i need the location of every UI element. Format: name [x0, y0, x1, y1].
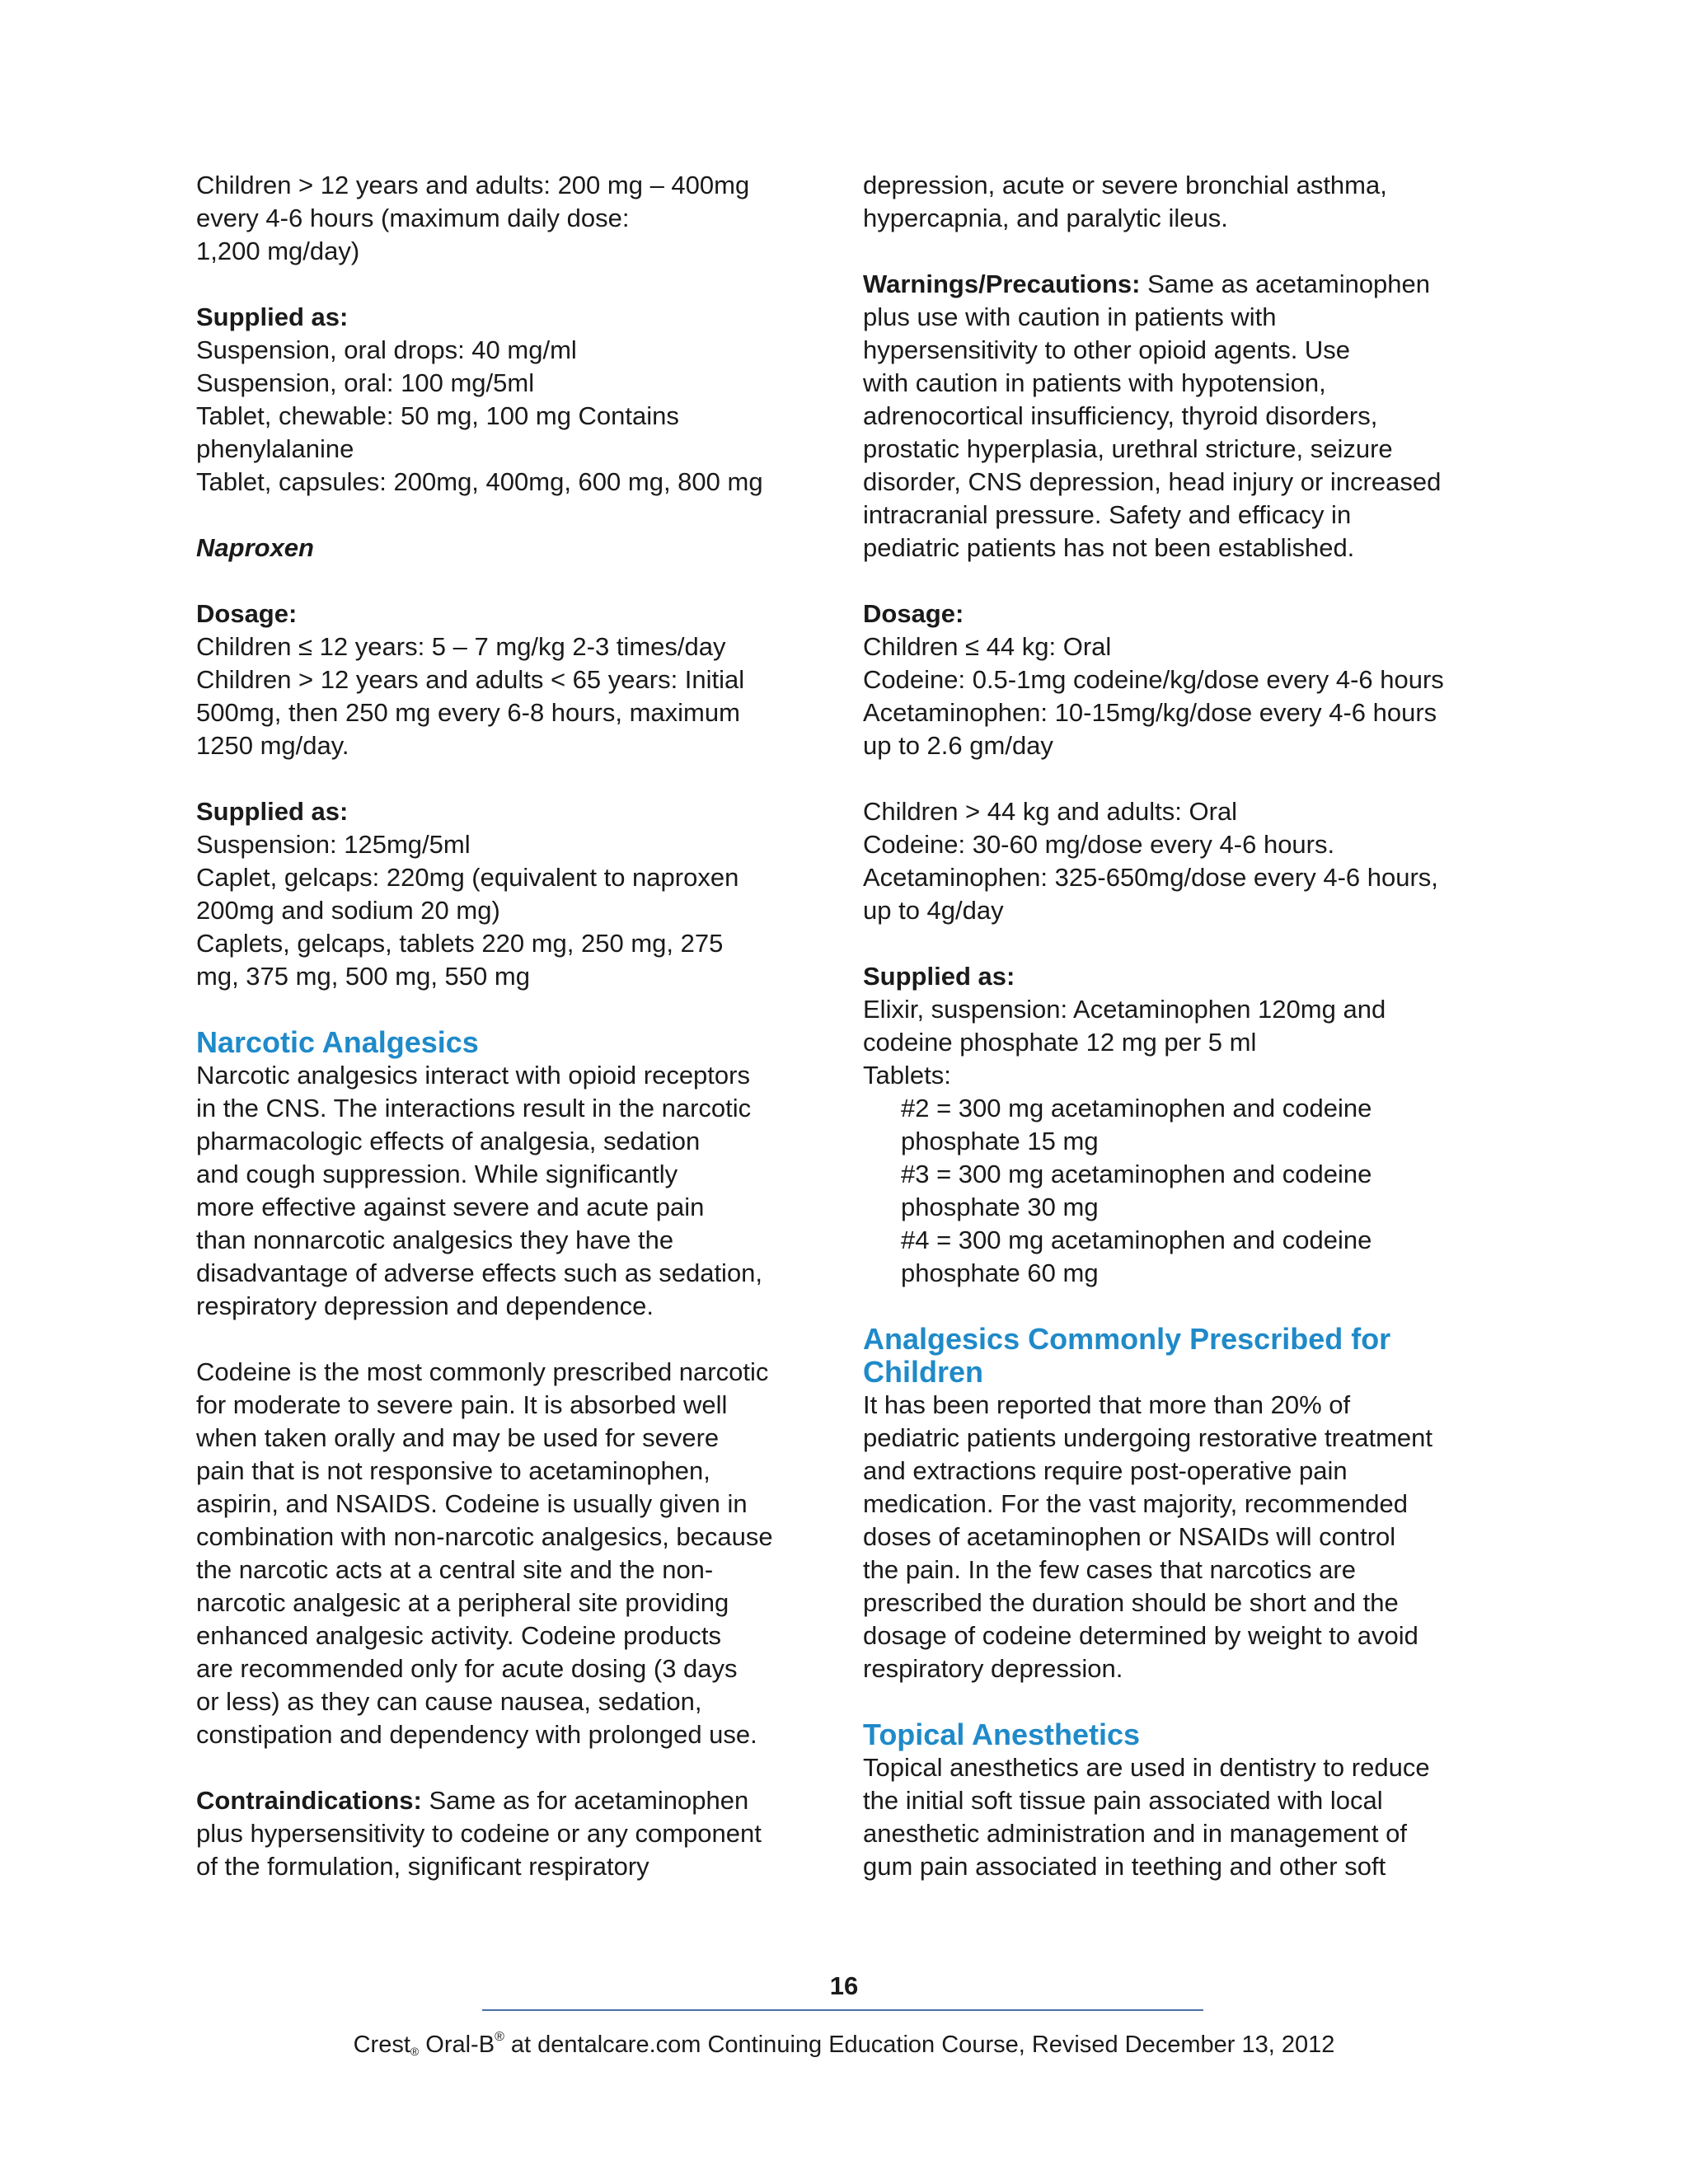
- text-line: than nonnarcotic analgesics they have the: [196, 1226, 674, 1254]
- text-line: plus use with caution in patients with: [863, 302, 1277, 331]
- warnings-paragraph: [863, 301, 1506, 565]
- text-line: phosphate 15 mg: [901, 1127, 1099, 1155]
- text-line: Topical anesthetics are used in dentistry to reduce: [863, 1753, 1430, 1782]
- text-line: Children ≤ 44 kg: Oral: [863, 632, 1112, 661]
- text-line: mg, 375 mg, 500 mg, 550 mg: [196, 962, 530, 991]
- text-line: Suspension, oral: 100 mg/5ml: [196, 368, 535, 397]
- text-line: or less) as they can cause nausea, sedation,: [196, 1687, 702, 1716]
- text-line: pediatric patients has not been established.: [863, 533, 1355, 562]
- text-line: the pain. In the few cases that narcotics are: [863, 1555, 1356, 1584]
- footer-brand-oralb: Oral-B: [419, 2032, 495, 2058]
- text-line: respiratory depression.: [863, 1654, 1123, 1683]
- text-line: in the CNS. The interactions result in the narcotic: [196, 1094, 752, 1122]
- text-line: #4 = 300 mg acetaminophen and codeine: [901, 1226, 1372, 1254]
- footer-registered-mark: ®: [410, 2045, 420, 2058]
- text-line: pharmacologic effects of analgesia, sedation: [196, 1127, 701, 1155]
- section-heading-topical-anesthetics: Topical Anesthetics: [863, 1718, 1141, 1751]
- text-line: doses of acetaminophen or NSAIDs will control: [863, 1522, 1396, 1551]
- text-line: It has been reported that more than 20% of: [863, 1390, 1351, 1419]
- text-line: up to 2.6 gm/day: [863, 731, 1053, 760]
- supplied-as-heading: Supplied as:: [196, 302, 349, 331]
- text-line: aspirin, and NSAIDS. Codeine is usually given in: [196, 1489, 748, 1518]
- text-line: narcotic analgesic at a peripheral site providing: [196, 1588, 729, 1617]
- text-line: intracranial pressure. Safety and efficacy in: [863, 500, 1352, 529]
- text-line: up to 4g/day: [863, 896, 1004, 925]
- naproxen-dosage: [196, 630, 839, 762]
- codeine-paragraph: [196, 1356, 839, 1751]
- section-heading-analgesics-children: [863, 1323, 1506, 1389]
- contraindications-paragraph: [196, 1817, 839, 1883]
- text-line: every 4-6 hours (maximum daily dose:: [196, 204, 630, 232]
- footer-course-text: at dentalcare.com Continuing Education Course, Revised December 13, 2012: [504, 2032, 1335, 2058]
- left-column: [196, 169, 839, 1883]
- right-column: [863, 169, 1506, 1883]
- footer-divider: [482, 2009, 1203, 2011]
- text-line: pain that is not responsive to acetaminophen,: [196, 1456, 710, 1485]
- children-paragraph: [863, 1389, 1506, 1685]
- footer-registered-mark: ®: [495, 2030, 504, 2044]
- text-line: Children: [863, 1355, 984, 1389]
- text-line: 500mg, then 250 mg every 6-8 hours, maximum: [196, 698, 740, 727]
- text-line: Caplets, gelcaps, tablets 220 mg, 250 mg, 275: [196, 929, 724, 958]
- text-line: Elixir, suspension: Acetaminophen 120mg and: [863, 995, 1386, 1024]
- text-line: and extractions require post-operative pain: [863, 1456, 1348, 1485]
- ibuprofen-adult-dosage: [196, 169, 839, 268]
- tablets-list: [863, 1092, 1506, 1290]
- warnings-text: Same as acetaminophen: [1140, 269, 1431, 298]
- codeine-dosage-adults: [863, 795, 1506, 927]
- text-line: Acetaminophen: 10-15mg/kg/dose every 4-6 hours: [863, 698, 1437, 727]
- text-line: with caution in patients with hypotension,: [863, 368, 1326, 397]
- codeine-dosage-children: [863, 630, 1506, 762]
- contraindications-line: [196, 1784, 839, 1817]
- text-line: more effective against severe and acute pain: [196, 1193, 705, 1221]
- footer-citation: [0, 2021, 1688, 2068]
- text-line: for moderate to severe pain. It is absorbed well: [196, 1390, 728, 1419]
- text-line: the initial soft tissue pain associated with local: [863, 1786, 1383, 1815]
- text-line: Narcotic analgesics interact with opioid receptors: [196, 1061, 750, 1090]
- text-line: disorder, CNS depression, head injury or increased: [863, 467, 1442, 496]
- contraindications-continued: [863, 169, 1506, 235]
- text-line: prescribed the duration should be short and the: [863, 1588, 1399, 1617]
- text-line: Codeine: 30-60 mg/dose every 4-6 hours.: [863, 830, 1335, 859]
- text-line: medication. For the vast majority, recommended: [863, 1489, 1409, 1518]
- text-line: enhanced analgesic activity. Codeine products: [196, 1621, 722, 1650]
- text-line: and cough suppression. While significantly: [196, 1160, 678, 1188]
- text-line: the narcotic acts at a central site and the non-: [196, 1555, 714, 1584]
- text-line: Codeine is the most commonly prescribed narcotic: [196, 1357, 769, 1386]
- text-line: Children > 12 years and adults < 65 years: Initial: [196, 665, 745, 694]
- narcotic-paragraph: [196, 1059, 839, 1323]
- naproxen-supplied-list: [196, 828, 839, 993]
- section-heading-narcotic-analgesics: Narcotic Analgesics: [196, 1025, 479, 1059]
- text-line: pediatric patients undergoing restorative treatment: [863, 1423, 1433, 1452]
- text-line: Children ≤ 12 years: 5 – 7 mg/kg 2-3 times/day: [196, 632, 726, 661]
- text-line: Tablet, chewable: 50 mg, 100 mg Contains: [196, 401, 679, 430]
- text-line: combination with non-narcotic analgesics, because: [196, 1522, 773, 1551]
- text-line: Children > 12 years and adults: 200 mg – 400mg: [196, 171, 750, 199]
- text-line: Tablets:: [863, 1061, 951, 1090]
- text-line: Caplet, gelcaps: 220mg (equivalent to naproxen: [196, 863, 739, 892]
- text-line: #2 = 300 mg acetaminophen and codeine: [901, 1094, 1372, 1122]
- text-line: dosage of codeine determined by weight to avoid: [863, 1621, 1418, 1650]
- supplied-as-heading: Supplied as:: [196, 797, 349, 826]
- text-line: phenylalanine: [196, 434, 354, 463]
- dosage-heading: Dosage:: [863, 599, 964, 628]
- text-line: #3 = 300 mg acetaminophen and codeine: [901, 1160, 1372, 1188]
- footer-brand-crest: Crest: [353, 2032, 410, 2058]
- text-line: plus hypersensitivity to codeine or any component: [196, 1819, 762, 1848]
- text-line: phosphate 30 mg: [901, 1193, 1099, 1221]
- warnings-line: [863, 268, 1506, 301]
- text-line: hypersensitivity to other opioid agents. Use: [863, 335, 1351, 364]
- text-line: 1,200 mg/day): [196, 237, 360, 265]
- text-line: respiratory depression and dependence.: [196, 1291, 654, 1320]
- text-line: Suspension, oral drops: 40 mg/ml: [196, 335, 577, 364]
- drug-name-naproxen: Naproxen: [196, 533, 314, 562]
- text-line: Acetaminophen: 325-650mg/dose every 4-6 hours,: [863, 863, 1438, 892]
- topical-paragraph: [863, 1751, 1506, 1883]
- text-line: adrenocortical insufficiency, thyroid disorders,: [863, 401, 1378, 430]
- ibuprofen-supplied-list: [196, 334, 839, 499]
- contraindications-text: Same as for acetaminophen: [421, 1786, 749, 1815]
- text-line: prostatic hyperplasia, urethral stricture, seizure: [863, 434, 1393, 463]
- text-line: codeine phosphate 12 mg per 5 ml: [863, 1028, 1257, 1057]
- text-line: are recommended only for acute dosing (3 days: [196, 1654, 738, 1683]
- codeine-supplied-list: [863, 993, 1506, 1092]
- page-number: 16: [829, 1971, 859, 2000]
- warnings-label: Warnings/Precautions:: [863, 269, 1141, 298]
- text-line: Children > 44 kg and adults: Oral: [863, 797, 1238, 826]
- text-line: when taken orally and may be used for severe: [196, 1423, 720, 1452]
- text-line: 1250 mg/day.: [196, 731, 349, 760]
- text-line: gum pain associated in teething and other soft: [863, 1852, 1386, 1881]
- dosage-heading: Dosage:: [196, 599, 298, 628]
- text-line: Analgesics Commonly Prescribed for: [863, 1322, 1391, 1356]
- text-line: 200mg and sodium 20 mg): [196, 896, 500, 925]
- text-line: phosphate 60 mg: [901, 1258, 1099, 1287]
- text-line: anesthetic administration and in management of: [863, 1819, 1408, 1848]
- contraindications-label: Contraindications:: [196, 1786, 422, 1815]
- text-line: constipation and dependency with prolonged use.: [196, 1720, 757, 1749]
- text-line: Tablet, capsules: 200mg, 400mg, 600 mg, 800 mg: [196, 467, 763, 496]
- text-line: depression, acute or severe bronchial asthma,: [863, 171, 1387, 199]
- supplied-as-heading: Supplied as:: [863, 962, 1015, 991]
- text-line: Suspension: 125mg/5ml: [196, 830, 471, 859]
- text-line: hypercapnia, and paralytic ileus.: [863, 204, 1228, 232]
- text-line: Codeine: 0.5-1mg codeine/kg/dose every 4-6 hours: [863, 665, 1444, 694]
- text-line: disadvantage of adverse effects such as sedation,: [196, 1258, 763, 1287]
- text-line: of the formulation, significant respiratory: [196, 1852, 649, 1881]
